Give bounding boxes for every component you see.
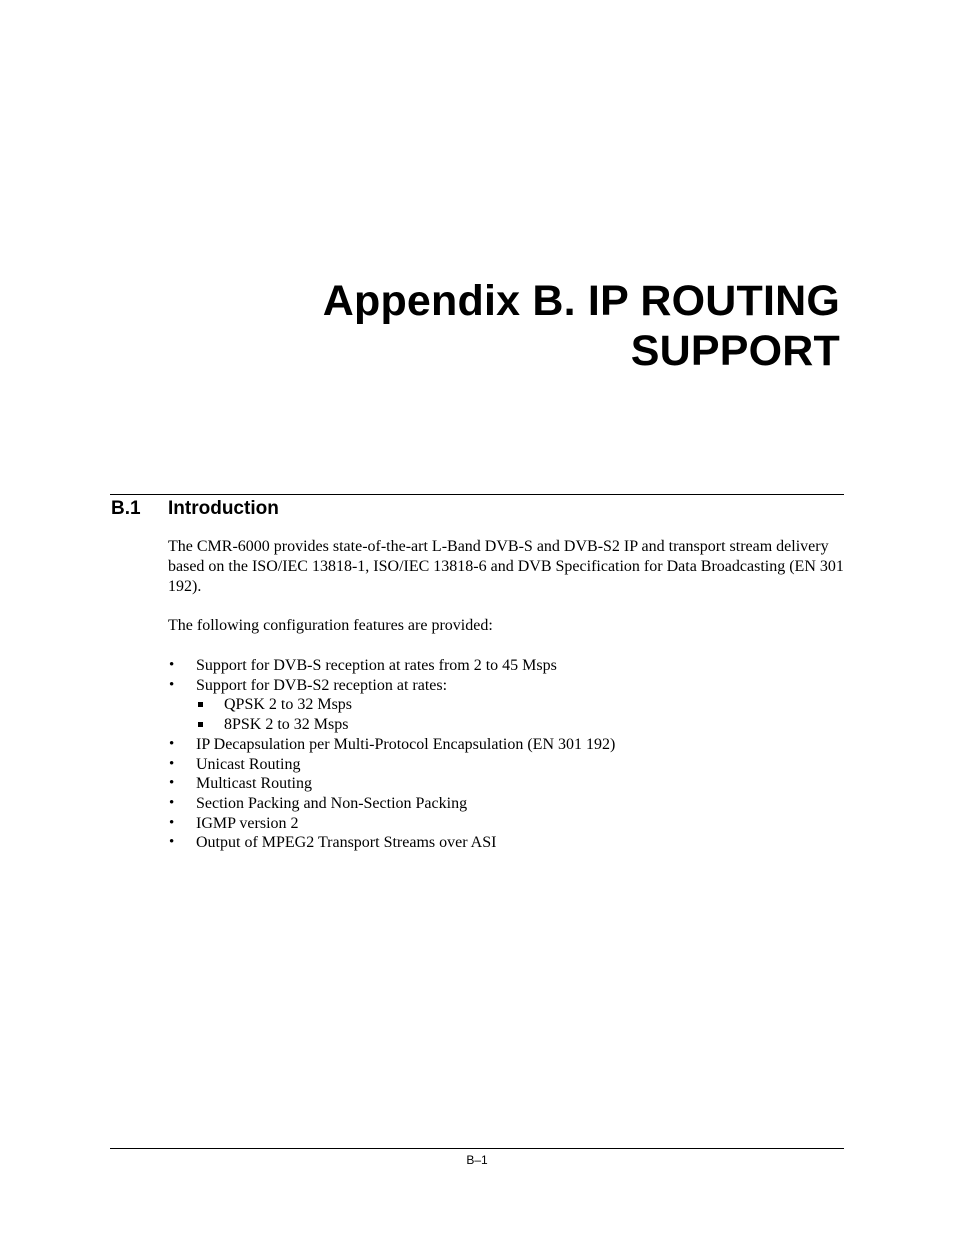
bullet-icon: • — [169, 794, 175, 811]
list-item — [168, 794, 615, 814]
bullet-icon: • — [169, 735, 175, 752]
list-item — [168, 676, 615, 735]
list-item-text: Support for DVB-S reception at rates from 2 to 45 Msps — [196, 657, 557, 674]
feature-list — [168, 656, 615, 853]
list-item-text: Output of MPEG2 Transport Streams over ASI — [196, 834, 497, 852]
list-item-text: IP Decapsulation per Multi-Protocol Encapsulation (EN 301 192) — [196, 735, 616, 753]
list-item — [168, 735, 615, 755]
section-heading — [111, 497, 279, 521]
sub-list-item — [196, 715, 615, 735]
sub-list-item-text: QPSK 2 to 32 Msps — [224, 696, 353, 714]
bullet-icon: • — [169, 676, 175, 693]
list-item — [168, 755, 615, 775]
bullet-icon: • — [169, 775, 175, 792]
page-number: B–1 — [466, 1153, 488, 1167]
list-item-text: IGMP version 2 — [196, 814, 299, 832]
sub-list-item — [196, 695, 615, 715]
intro-paragraph: The CMR-6000 provides state-of-the-art L-Band DVB-S and DVB-S2 IP and transport stream delivery based on the ISO/IEC 13818-1, ISO/IEC 13818-6 and DVB Specification for Data Broadcasting (EN 301 192). — [168, 538, 844, 595]
appendix-title — [323, 276, 840, 376]
bullet-icon: • — [169, 657, 175, 673]
square-bullet-icon — [198, 702, 203, 707]
list-item — [168, 814, 615, 834]
dvb-s2-rate-list — [196, 695, 615, 734]
list-item — [168, 774, 615, 794]
section-divider — [110, 494, 844, 495]
list-item-text: Section Packing and Non-Section Packing — [196, 794, 468, 812]
footer-divider — [110, 1148, 844, 1149]
square-bullet-icon — [198, 722, 203, 727]
list-item-text: Unicast Routing — [196, 755, 301, 773]
list-item-text: Support for DVB-S2 reception at rates: — [196, 676, 448, 694]
sub-list-item-text: 8PSK 2 to 32 Msps — [224, 716, 349, 734]
appendix-title-line-2: SUPPORT — [630, 327, 840, 375]
appendix-title-line-1: Appendix B. IP ROUTING — [322, 277, 840, 325]
bullet-icon: • — [169, 755, 175, 772]
section-number: B.1 — [111, 498, 141, 519]
list-item — [168, 833, 615, 853]
features-lead-paragraph: The following configuration features are provided: — [168, 617, 493, 634]
bullet-icon: • — [169, 814, 175, 831]
bullet-icon: • — [169, 834, 175, 851]
section-title: Introduction — [168, 498, 279, 519]
list-item-text: Multicast Routing — [196, 775, 312, 793]
list-item — [168, 656, 615, 676]
